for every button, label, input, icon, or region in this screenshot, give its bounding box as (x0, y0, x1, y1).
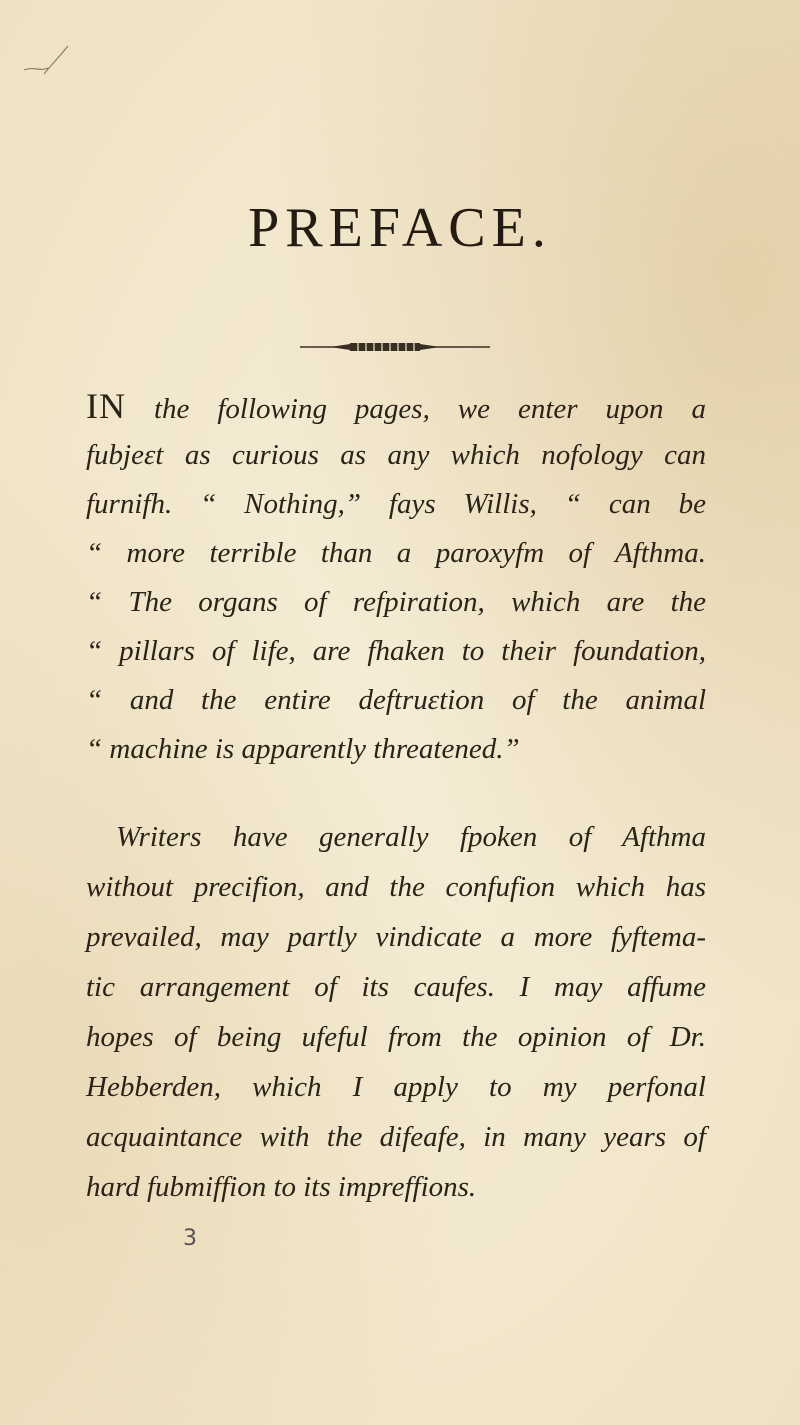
paragraph-1-line: “ and the entire deftruɛtion of the animal (86, 684, 706, 716)
ornament-divider (300, 340, 490, 354)
paragraph-1-line: “ machine is apparently threatened.” (86, 733, 520, 765)
paragraph-2-line: Hebberden, which I apply to my perfonal (86, 1071, 706, 1103)
paragraph-2-line: prevailed, may partly vindicate a more fyftema- (86, 921, 706, 953)
paragraph-1-line: furnifh. “ Nothing,” fays Willis, “ can be (86, 488, 706, 520)
paragraph-2-line: hopes of being ufeful from the opinion of Dr. (86, 1021, 706, 1053)
paragraph-2-line: Writers have generally fpoken of Afthma (116, 821, 706, 853)
paragraph-2 (86, 812, 706, 1212)
paragraph-1-line: “ pillars of life, are fhaken to their foundation, (86, 635, 706, 667)
paragraph-2-line: without precifion, and the confufion which has (86, 871, 706, 903)
paragraph-1-line: IN the following pages, we enter upon a (86, 386, 706, 426)
drop-cap: IN (86, 386, 126, 426)
paragraph-1 (86, 382, 706, 774)
paragraph-1-line: fubjeɛt as curious as any which nofology can (86, 439, 706, 471)
paragraph-1-line: “ The organs of refpiration, which are the (86, 586, 706, 618)
page-number: 3 (183, 1226, 197, 1251)
pencil-mark (22, 40, 72, 80)
page-heading: PREFACE. (248, 197, 552, 259)
paragraph-2-line: acquaintance with the difeafe, in many years of (86, 1121, 706, 1153)
paragraph-1-line: “ more terrible than a paroxyfm of Afthma. (86, 537, 706, 569)
paragraph-2-line: hard fubmiffion to its impreffions. (86, 1171, 477, 1203)
paragraph-2-line: tic arrangement of its caufes. I may affume (86, 971, 706, 1003)
